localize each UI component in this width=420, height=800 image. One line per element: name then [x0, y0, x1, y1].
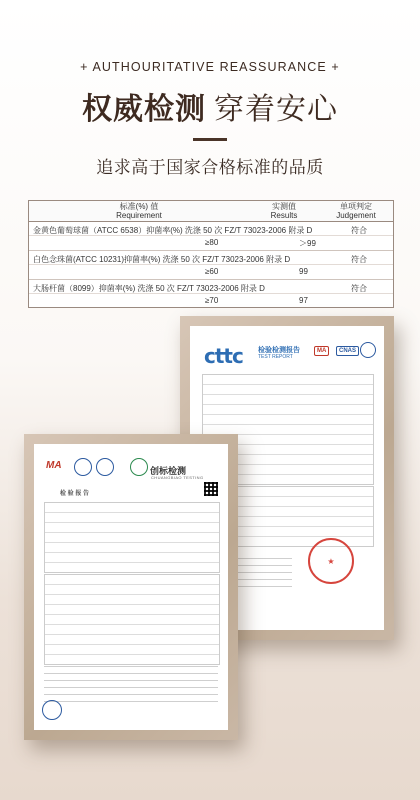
- requirement-value: ≥80: [205, 238, 219, 247]
- cnas-ring-icon: [96, 458, 114, 476]
- col-requirement-en: Requirement: [116, 211, 162, 220]
- ma-logo-icon: MA: [46, 460, 62, 471]
- judgement-value: 符合: [351, 226, 367, 235]
- judgement-value: 符合: [351, 284, 367, 293]
- test-item: 白色念珠菌(ATCC 10231)抑菌率(%) 洗涤 50 次 FZ/T 73023-2006 附录 D: [33, 255, 291, 264]
- certificate-frame-front: [24, 434, 238, 740]
- col-requirement: [29, 202, 249, 220]
- col-requirement-cn: 标准(%) 值: [119, 202, 159, 211]
- col-judgement-en: Judgement: [336, 211, 376, 220]
- cnas-badge: CNAS: [336, 346, 359, 356]
- report-name-cn: 检验检测报告: [258, 347, 300, 354]
- divider: [193, 138, 227, 141]
- accreditation-ring-icon: [360, 342, 376, 358]
- page-title: [0, 84, 420, 128]
- requirement-value: ≥70: [205, 296, 219, 305]
- judgement-value: 符合: [351, 255, 367, 264]
- front-text-lines: [44, 666, 218, 708]
- col-judgement-cn: 单项判定: [340, 202, 372, 211]
- ma-badge: MA: [314, 346, 329, 356]
- footer-logo-icon: [42, 700, 62, 720]
- requirement-value: ≥60: [205, 267, 219, 276]
- ilac-ring-icon: [74, 458, 92, 476]
- test-item: 大肠杆菌（8099）抑菌率(%) 洗涤 50 次 FZ/T 73023-2006 附录 D: [33, 284, 265, 293]
- results-table: [28, 200, 394, 308]
- certificate-paper-front: [34, 444, 228, 730]
- official-seal-icon: ★: [308, 538, 354, 584]
- front-results-grid: [44, 574, 220, 665]
- qr-code-icon: [204, 482, 218, 496]
- title-bold: 权威检测: [82, 93, 206, 126]
- lab-ring-icon: [130, 458, 148, 476]
- report-section-title: 检 验 报 告: [60, 491, 90, 497]
- result-value: ＞99: [299, 239, 316, 248]
- col-results-en: Results: [270, 211, 298, 220]
- report-name-en: TEST REPORT: [258, 354, 293, 360]
- title-light: 穿着安心: [214, 93, 338, 126]
- lab-name-cn: 创标检测: [150, 466, 187, 476]
- lab-name-en: CHUANGBIAO TESTING: [151, 475, 204, 480]
- result-value: 97: [299, 296, 308, 305]
- table-row: [29, 222, 393, 251]
- eyebrow-heading: + AUTHOURITATIVE REASSURANCE +: [80, 60, 340, 74]
- col-results-cn: 实测值: [272, 202, 296, 211]
- front-info-grid: [44, 502, 220, 573]
- cttc-logo: cttc: [204, 344, 243, 368]
- col-results: [249, 202, 319, 220]
- table-row: [29, 280, 393, 308]
- test-item: 金黄色葡萄球菌（ATCC 6538）抑菌率(%) 洗涤 50 次 FZ/T 73023-2006 附录 D: [33, 226, 313, 235]
- col-judgement: [319, 202, 393, 220]
- subtitle: 追求高于国家合格标准的品质: [96, 158, 324, 177]
- results-table-header: [29, 201, 393, 222]
- result-value: 99: [299, 267, 308, 276]
- table-row: [29, 251, 393, 280]
